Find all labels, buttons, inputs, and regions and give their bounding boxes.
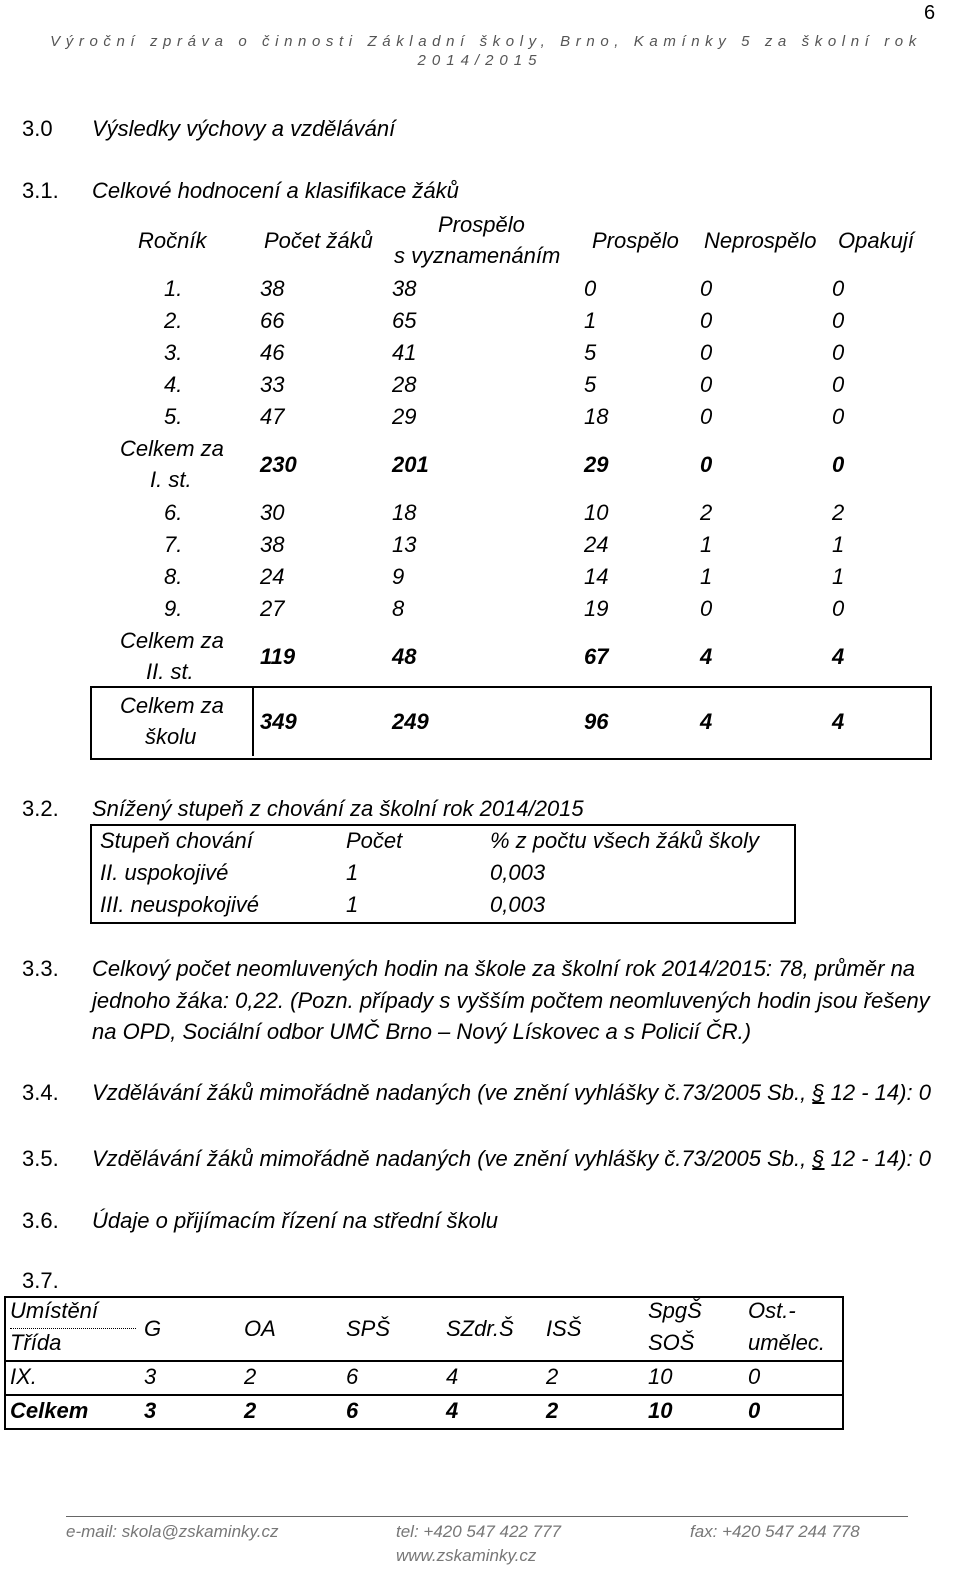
- section-title: Celkové hodnocení a klasifikace žáků: [92, 178, 459, 203]
- table-header: SPŠ: [346, 1316, 391, 1341]
- footer-phone: tel: +420 547 422 777: [396, 1522, 561, 1541]
- paragraph-line: Celkový počet neomluvených hodin na škole za školní rok 2014/2015: 78, průměr na: [92, 956, 916, 981]
- table-header: Počet žáků: [264, 228, 373, 253]
- table-header: Počet: [346, 828, 403, 853]
- table-header: Ročník: [138, 228, 207, 253]
- running-header: Výroční zpráva o činnosti Základní školy, Brno, Kamínky 5 za školní rok: [50, 33, 922, 50]
- table-header: G: [144, 1316, 162, 1341]
- table-header: Neprospělo: [704, 228, 817, 253]
- table-header-corner: Třída: [10, 1330, 62, 1355]
- running-header-year: 2014/2015: [417, 52, 543, 69]
- footer-rule: [66, 1516, 908, 1517]
- section-title: Vzdělávání žáků mimořádně nadaných (ve znění vyhlášky č.73/2005 Sb., § 12 - 14): 0: [92, 1146, 931, 1171]
- table-header: Prospělo: [592, 228, 679, 253]
- table-header: s vyznamenáním: [394, 243, 561, 268]
- paragraph-line: na OPD, Sociální odbor UMČ Brno – Nový Lískovec a s Policií ČR.): [92, 1019, 752, 1044]
- table-header: Prospělo: [438, 212, 525, 237]
- table-header-corner: Umístění: [10, 1298, 99, 1323]
- page-number: 6: [924, 2, 936, 24]
- section-title: Snížený stupeň z chování za školní rok 2014/2015: [92, 796, 584, 821]
- section-number: 3.2.: [22, 796, 59, 821]
- section-title: Vzdělávání žáků mimořádně nadaných (ve znění vyhlášky č.73/2005 Sb., § 12 - 14): 0: [92, 1080, 931, 1105]
- section-number: 3.5.: [22, 1146, 59, 1171]
- table-header: % z počtu všech žáků školy: [490, 828, 760, 853]
- footer-email: e-mail: skola@zskaminky.cz: [66, 1522, 279, 1541]
- table-header: SOŠ: [648, 1330, 695, 1355]
- section-number: 3.3.: [22, 956, 59, 981]
- table-header: SpgŠ: [648, 1298, 702, 1323]
- table-header: SZdr.Š: [446, 1316, 514, 1341]
- table-header: ISŠ: [546, 1316, 582, 1341]
- section-title: Výsledky výchovy a vzdělávání: [92, 116, 396, 141]
- section-number: 3.0: [22, 116, 53, 141]
- table-header: Ost.-: [748, 1298, 796, 1323]
- section-number: 3.4.: [22, 1080, 59, 1105]
- paragraph-line: jednoho žáka: 0,22. (Pozn. případy s vyšším počtem neomluvených hodin jsou řešeny: [92, 988, 930, 1013]
- section-title: Údaje o přijímacím řízení na střední školu: [92, 1208, 498, 1233]
- table-header: Stupeň chování: [100, 828, 253, 853]
- section-number: 3.7.: [22, 1268, 59, 1293]
- footer-web: www.zskaminky.cz: [396, 1546, 537, 1565]
- cell-divider: [252, 688, 254, 756]
- table-header: umělec.: [748, 1330, 826, 1355]
- table-header: Opakují: [838, 228, 914, 253]
- table-header: OA: [244, 1316, 276, 1341]
- section-number: 3.6.: [22, 1208, 59, 1233]
- footer-fax: fax: +420 547 244 778: [690, 1522, 860, 1541]
- section-number: 3.1.: [22, 178, 59, 203]
